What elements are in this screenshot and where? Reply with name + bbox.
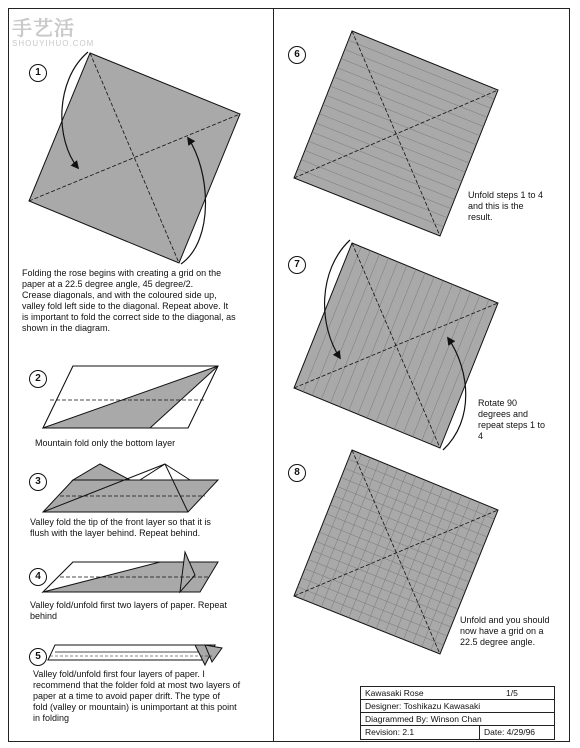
step1-diagram [29, 52, 240, 264]
title-block [360, 686, 555, 740]
step-5-text: Valley fold/unfold first four layers of paper. I recommend that the folder fold at most two layers of paper at a time to avoid paper drift. The type of fold (valley or mountain) is unimportant at this point in folding [33, 669, 241, 723]
step-number-4: 4 [29, 568, 47, 586]
tb-designer-row [361, 700, 554, 713]
step-3-text: Valley fold the tip of the front layer so that it is flush with the layer behind. Repeat behind. [30, 517, 211, 538]
tb-revision: Revision: 2.1 [365, 727, 415, 737]
tb-revision-row [361, 726, 554, 739]
step-2-text: Mountain fold only the bottom layer [35, 438, 176, 448]
step3-diagram [43, 464, 218, 512]
step-1-text: Folding the rose begins with creating a grid on the paper at a 22.5 degree angle, 45 degree/2. Crease diagonals, and with the coloured side up, valley fold left side to the diagonal. Repeat above. It is important to fold the correct side to the diagonal, as shown in the diagram. [22, 268, 236, 333]
step5-diagram [48, 645, 222, 665]
watermark-cn: 手艺活 [12, 18, 75, 40]
tb-diagrammed: Diagrammed By: Winson Chan [365, 714, 482, 724]
step-7-text: Rotate 90 degrees and repeat steps 1 to 4 [478, 398, 546, 441]
step4-diagram [43, 552, 218, 592]
step-number-1: 1 [29, 64, 47, 82]
tb-diagrammed-row [361, 713, 554, 726]
step-number-8: 8 [288, 464, 306, 482]
step-6-text: Unfold steps 1 to 4 and this is the result. [468, 190, 544, 222]
step-8-text: Unfold and you should now have a grid on a 22.5 degree angle. [460, 615, 550, 647]
tb-title: Kawasaki Rose [365, 688, 424, 698]
step2-diagram [43, 366, 218, 428]
step-number-3: 3 [29, 473, 47, 491]
step-4-text: Valley fold/unfold first two layers of paper. Repeat behind [30, 600, 227, 621]
tb-page: 1/5 [506, 688, 518, 698]
step-number-6: 6 [288, 46, 306, 64]
tb-date: Date: 4/29/96 [479, 726, 535, 739]
tb-title-row [361, 687, 554, 700]
watermark-en: SHOUYIHUO.COM [12, 39, 95, 48]
step-number-5: 5 [29, 648, 47, 666]
step7-diagram [294, 240, 498, 450]
step-number-2: 2 [29, 370, 47, 388]
tb-designer: Designer: Toshikazu Kawasaki [365, 701, 481, 711]
step-number-7: 7 [288, 256, 306, 274]
